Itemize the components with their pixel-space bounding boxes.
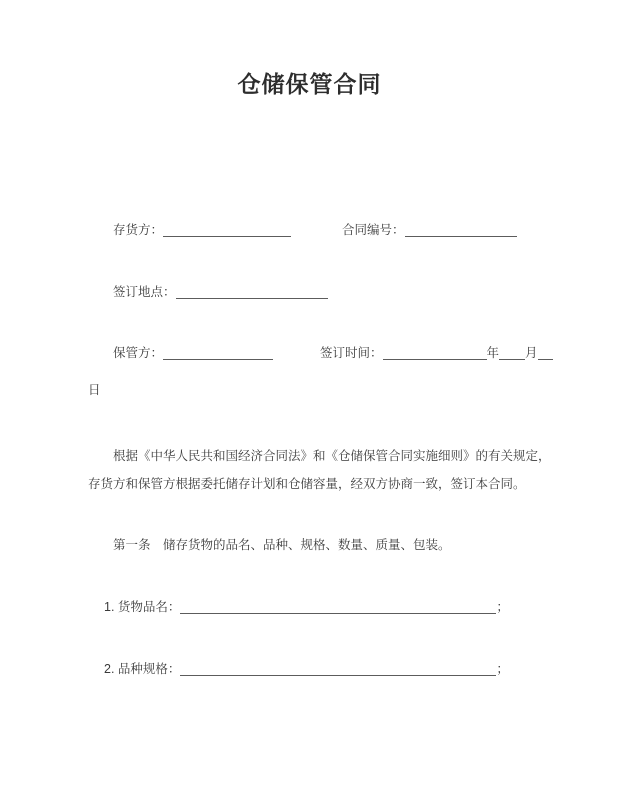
- signing-time-label: 签订时间：: [320, 346, 383, 360]
- signing-place-blank-line: [176, 285, 328, 299]
- contract-number-blank-line: [405, 223, 517, 237]
- signing-time-year-blank-line: [383, 346, 487, 360]
- contract-number-label: 合同编号：: [342, 223, 405, 237]
- signing-place-label: 签订地点：: [113, 285, 176, 299]
- day-suffix-label: 日: [88, 383, 101, 397]
- document-title: 仓储保管合同: [237, 71, 382, 97]
- year-suffix-label: 年: [486, 346, 500, 360]
- article-1-line: 第一条 储存货物的品名、品种、规格、数量、质量、包装。: [113, 538, 451, 552]
- field-signing-time-wrap: [88, 382, 101, 398]
- item-goods-name: [104, 599, 509, 615]
- month-suffix-label: 月: [525, 346, 538, 360]
- field-custodian: [113, 345, 273, 361]
- signing-time-day-blank-line: [538, 346, 553, 360]
- signing-time-month-blank-line: [499, 346, 525, 360]
- field-depositor: [113, 222, 291, 238]
- item-variety-spec: [104, 661, 509, 677]
- variety-spec-blank-line: [180, 662, 496, 676]
- field-signing-time: [320, 345, 553, 361]
- field-contract-number: [342, 222, 517, 238]
- variety-spec-suffix: ；: [496, 662, 509, 676]
- custodian-blank-line: [163, 346, 273, 360]
- goods-name-blank-line: [180, 600, 496, 614]
- variety-spec-label: 2. 品种规格：: [104, 662, 181, 676]
- goods-name-label: 1. 货物品名：: [104, 600, 181, 614]
- intro-paragraph: 根据《中华人民共和国经济合同法》和《仓储保管合同实施细则》的有关规定，存货方和保管方根据委托储存计划和仓储容量，经双方协商一致，签订本合同。: [88, 449, 551, 491]
- depositor-blank-line: [163, 223, 291, 237]
- custodian-label: 保管方：: [113, 346, 164, 360]
- depositor-label: 存货方：: [113, 223, 164, 237]
- field-signing-place: [113, 284, 328, 300]
- goods-name-suffix: ；: [496, 600, 509, 614]
